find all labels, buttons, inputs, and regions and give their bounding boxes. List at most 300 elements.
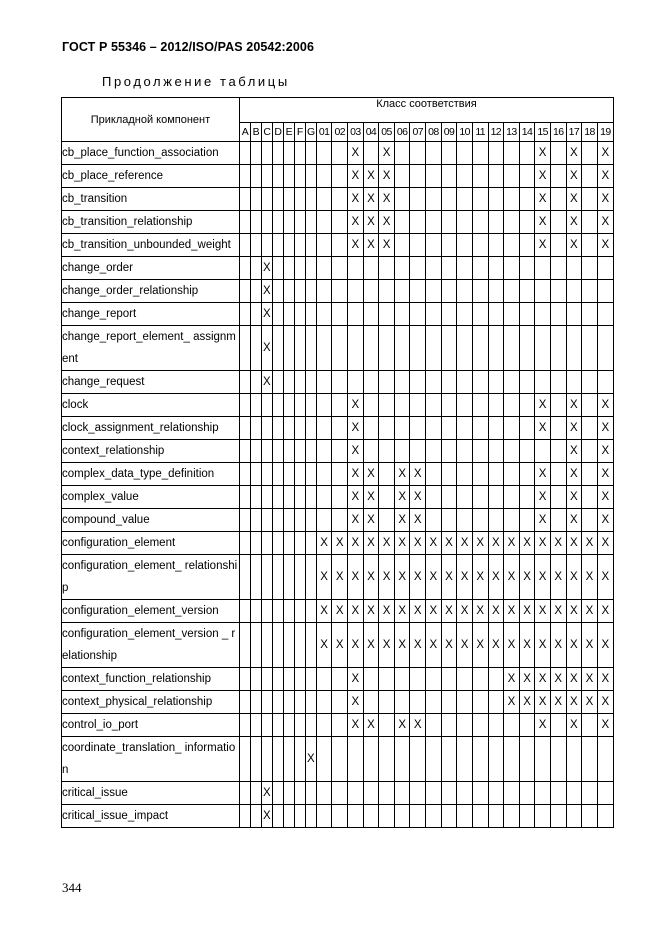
class-mark-cell: [394, 371, 410, 394]
class-mark-cell: [305, 440, 316, 463]
class-mark-cell: [488, 188, 504, 211]
component-name-cell: clock: [62, 394, 240, 417]
class-code-header: A: [239, 123, 250, 142]
class-mark-cell: [504, 211, 520, 234]
class-mark-cell: [426, 805, 442, 828]
table-row: [62, 600, 614, 623]
class-mark-cell: [272, 211, 283, 234]
class-mark-cell: [250, 555, 261, 600]
class-mark-cell: [519, 509, 535, 532]
class-mark-cell: [272, 394, 283, 417]
class-mark-cell: [426, 714, 442, 737]
class-mark-cell: X: [441, 623, 457, 668]
class-mark-cell: X: [441, 532, 457, 555]
class-mark-cell: [535, 805, 551, 828]
class-mark-cell: [250, 805, 261, 828]
class-mark-cell: [294, 532, 305, 555]
class-mark-cell: [488, 142, 504, 165]
class-mark-cell: [305, 463, 316, 486]
class-mark-cell: [305, 532, 316, 555]
class-mark-cell: [472, 211, 488, 234]
class-mark-cell: [363, 371, 379, 394]
class-mark-cell: [348, 371, 364, 394]
class-mark-cell: [283, 600, 294, 623]
class-mark-cell: X: [597, 714, 613, 737]
class-mark-cell: [305, 234, 316, 257]
class-mark-cell: [488, 394, 504, 417]
class-mark-cell: [379, 417, 395, 440]
class-mark-cell: [566, 782, 582, 805]
component-name-cell: change_report_element_ assignment: [62, 326, 240, 371]
class-mark-cell: [316, 280, 332, 303]
class-mark-cell: [426, 486, 442, 509]
class-mark-cell: [294, 188, 305, 211]
class-mark-cell: [332, 737, 348, 782]
class-mark-cell: X: [535, 600, 551, 623]
class-mark-cell: X: [394, 714, 410, 737]
class-code-header: 11: [472, 123, 488, 142]
class-mark-cell: [472, 805, 488, 828]
class-mark-cell: [250, 463, 261, 486]
class-mark-cell: [316, 486, 332, 509]
class-mark-cell: [457, 142, 473, 165]
class-mark-cell: [316, 165, 332, 188]
class-mark-cell: [239, 234, 250, 257]
class-mark-cell: [582, 737, 598, 782]
class-mark-cell: [488, 463, 504, 486]
class-mark-cell: [441, 326, 457, 371]
class-mark-cell: [550, 782, 566, 805]
class-mark-cell: X: [332, 623, 348, 668]
class-mark-cell: X: [457, 532, 473, 555]
class-mark-cell: [379, 805, 395, 828]
class-mark-cell: [394, 737, 410, 782]
class-mark-cell: [504, 737, 520, 782]
class-mark-cell: X: [535, 234, 551, 257]
class-mark-cell: [457, 417, 473, 440]
class-mark-cell: [332, 509, 348, 532]
class-mark-cell: [394, 303, 410, 326]
class-code-header: 06: [394, 123, 410, 142]
class-mark-cell: [332, 326, 348, 371]
class-mark-cell: [305, 142, 316, 165]
class-mark-cell: [410, 417, 426, 440]
component-name-cell: complex_data_type_definition: [62, 463, 240, 486]
class-mark-cell: [441, 714, 457, 737]
class-mark-cell: [305, 805, 316, 828]
class-mark-cell: [348, 280, 364, 303]
class-mark-cell: [394, 691, 410, 714]
class-mark-cell: [332, 211, 348, 234]
class-mark-cell: [363, 782, 379, 805]
class-mark-cell: X: [348, 486, 364, 509]
class-mark-cell: [316, 668, 332, 691]
class-mark-cell: [283, 714, 294, 737]
class-mark-cell: [550, 417, 566, 440]
class-mark-cell: [261, 440, 272, 463]
class-mark-cell: [272, 142, 283, 165]
class-mark-cell: [294, 782, 305, 805]
class-mark-cell: X: [261, 782, 272, 805]
class-mark-cell: [550, 486, 566, 509]
class-mark-cell: X: [426, 600, 442, 623]
class-mark-cell: [294, 805, 305, 828]
class-mark-cell: [294, 303, 305, 326]
class-mark-cell: X: [363, 600, 379, 623]
class-mark-cell: X: [566, 555, 582, 600]
class-mark-cell: [332, 303, 348, 326]
class-mark-cell: [294, 463, 305, 486]
class-mark-cell: [250, 782, 261, 805]
class-mark-cell: X: [348, 440, 364, 463]
class-mark-cell: [272, 782, 283, 805]
class-mark-cell: [379, 303, 395, 326]
component-name-cell: change_request: [62, 371, 240, 394]
class-mark-cell: [582, 463, 598, 486]
class-mark-cell: [363, 668, 379, 691]
class-mark-cell: X: [597, 394, 613, 417]
class-mark-cell: [488, 234, 504, 257]
class-code-header: D: [272, 123, 283, 142]
class-mark-cell: [519, 257, 535, 280]
class-mark-cell: [294, 326, 305, 371]
class-mark-cell: [550, 509, 566, 532]
class-mark-cell: [363, 691, 379, 714]
class-mark-cell: [348, 782, 364, 805]
class-mark-cell: X: [316, 532, 332, 555]
class-mark-cell: [261, 714, 272, 737]
class-code-header: 19: [597, 123, 613, 142]
class-mark-cell: X: [348, 165, 364, 188]
class-mark-cell: [457, 805, 473, 828]
class-mark-cell: [426, 188, 442, 211]
class-mark-cell: [441, 165, 457, 188]
component-name-cell: control_io_port: [62, 714, 240, 737]
class-mark-cell: X: [316, 600, 332, 623]
class-mark-cell: X: [597, 623, 613, 668]
class-mark-cell: [272, 555, 283, 600]
class-mark-cell: [363, 394, 379, 417]
class-mark-cell: [410, 805, 426, 828]
class-mark-cell: [472, 188, 488, 211]
class-mark-cell: [488, 691, 504, 714]
class-mark-cell: [379, 668, 395, 691]
class-mark-cell: [379, 371, 395, 394]
class-mark-cell: [597, 280, 613, 303]
class-mark-cell: [426, 257, 442, 280]
class-mark-cell: X: [410, 623, 426, 668]
class-mark-cell: [272, 417, 283, 440]
class-mark-cell: [283, 782, 294, 805]
class-mark-cell: [410, 371, 426, 394]
class-mark-cell: [239, 142, 250, 165]
class-mark-cell: [239, 303, 250, 326]
table-row: [62, 188, 614, 211]
class-mark-cell: [472, 463, 488, 486]
class-mark-cell: [332, 714, 348, 737]
class-mark-cell: X: [535, 486, 551, 509]
class-mark-cell: [250, 165, 261, 188]
class-mark-cell: [441, 737, 457, 782]
class-mark-cell: [426, 371, 442, 394]
table-row: [62, 394, 614, 417]
class-mark-cell: [283, 532, 294, 555]
table-row: [62, 714, 614, 737]
class-mark-cell: [519, 211, 535, 234]
class-code-header: 14: [519, 123, 535, 142]
class-code-header: 15: [535, 123, 551, 142]
class-mark-cell: [250, 691, 261, 714]
class-mark-cell: [283, 326, 294, 371]
class-mark-cell: [272, 623, 283, 668]
class-mark-cell: X: [394, 555, 410, 600]
class-mark-cell: [332, 257, 348, 280]
class-mark-cell: X: [363, 555, 379, 600]
class-mark-cell: [504, 714, 520, 737]
class-mark-cell: [410, 211, 426, 234]
class-mark-cell: X: [348, 714, 364, 737]
class-mark-cell: [294, 486, 305, 509]
class-mark-cell: [394, 165, 410, 188]
class-mark-cell: [582, 234, 598, 257]
class-mark-cell: [261, 142, 272, 165]
class-mark-cell: [394, 234, 410, 257]
class-mark-cell: X: [410, 555, 426, 600]
class-mark-cell: [535, 303, 551, 326]
class-mark-cell: [582, 326, 598, 371]
table-body: [62, 142, 614, 828]
class-mark-cell: [426, 737, 442, 782]
class-mark-cell: [283, 737, 294, 782]
class-mark-cell: [332, 691, 348, 714]
table-row: [62, 463, 614, 486]
class-mark-cell: [250, 303, 261, 326]
class-mark-cell: X: [566, 623, 582, 668]
class-mark-cell: [250, 417, 261, 440]
class-mark-cell: [394, 326, 410, 371]
class-mark-cell: [283, 623, 294, 668]
class-mark-cell: [379, 509, 395, 532]
class-mark-cell: [457, 234, 473, 257]
class-mark-cell: [283, 234, 294, 257]
class-mark-cell: X: [597, 417, 613, 440]
class-mark-cell: [597, 326, 613, 371]
class-mark-cell: [457, 486, 473, 509]
class-mark-cell: [332, 234, 348, 257]
class-mark-cell: [294, 714, 305, 737]
class-mark-cell: X: [379, 211, 395, 234]
class-mark-cell: [316, 257, 332, 280]
class-mark-cell: [550, 440, 566, 463]
component-name-cell: context_physical_relationship: [62, 691, 240, 714]
class-mark-cell: [426, 509, 442, 532]
class-mark-cell: [550, 280, 566, 303]
class-mark-cell: X: [535, 714, 551, 737]
class-mark-cell: [426, 234, 442, 257]
class-mark-cell: X: [597, 463, 613, 486]
class-mark-cell: [283, 280, 294, 303]
class-mark-cell: X: [316, 555, 332, 600]
class-mark-cell: [305, 257, 316, 280]
class-mark-cell: X: [504, 623, 520, 668]
class-mark-cell: X: [597, 142, 613, 165]
class-mark-cell: [283, 303, 294, 326]
table-row: [62, 234, 614, 257]
class-mark-cell: [239, 165, 250, 188]
class-mark-cell: [550, 737, 566, 782]
class-mark-cell: [261, 463, 272, 486]
table-row: [62, 417, 614, 440]
class-mark-cell: X: [597, 691, 613, 714]
class-mark-cell: [272, 668, 283, 691]
table-row: [62, 165, 614, 188]
class-mark-cell: [239, 371, 250, 394]
component-name-cell: change_order_relationship: [62, 280, 240, 303]
class-mark-cell: [504, 303, 520, 326]
class-mark-cell: [550, 211, 566, 234]
class-mark-cell: X: [379, 165, 395, 188]
table-row: [62, 555, 614, 600]
component-name-cell: cb_place_reference: [62, 165, 240, 188]
class-mark-cell: [519, 188, 535, 211]
class-mark-cell: X: [550, 532, 566, 555]
class-mark-cell: [272, 257, 283, 280]
class-mark-cell: X: [566, 714, 582, 737]
class-mark-cell: [504, 394, 520, 417]
class-mark-cell: [550, 371, 566, 394]
class-mark-cell: [363, 257, 379, 280]
class-mark-cell: [239, 257, 250, 280]
class-mark-cell: [305, 280, 316, 303]
class-mark-cell: [316, 142, 332, 165]
class-mark-cell: X: [394, 600, 410, 623]
class-mark-cell: [519, 486, 535, 509]
class-mark-cell: [294, 600, 305, 623]
class-mark-cell: X: [261, 805, 272, 828]
class-mark-cell: [239, 326, 250, 371]
class-mark-cell: [250, 623, 261, 668]
class-mark-cell: X: [332, 532, 348, 555]
class-mark-cell: [379, 737, 395, 782]
class-mark-cell: [316, 737, 332, 782]
class-mark-cell: [426, 303, 442, 326]
class-mark-cell: [250, 371, 261, 394]
class-mark-cell: [272, 737, 283, 782]
class-mark-cell: [504, 509, 520, 532]
class-mark-cell: X: [519, 668, 535, 691]
class-mark-cell: [457, 303, 473, 326]
class-mark-cell: [316, 691, 332, 714]
class-mark-cell: X: [379, 188, 395, 211]
class-mark-cell: [239, 394, 250, 417]
class-mark-cell: [457, 509, 473, 532]
class-mark-cell: [379, 486, 395, 509]
class-mark-cell: [410, 165, 426, 188]
class-mark-cell: X: [363, 714, 379, 737]
class-mark-cell: [272, 326, 283, 371]
class-mark-cell: [410, 668, 426, 691]
class-mark-cell: [272, 509, 283, 532]
class-mark-cell: [472, 691, 488, 714]
class-mark-cell: [566, 371, 582, 394]
class-mark-cell: [294, 142, 305, 165]
class-mark-cell: X: [550, 668, 566, 691]
class-mark-cell: X: [472, 623, 488, 668]
class-mark-cell: X: [597, 509, 613, 532]
class-mark-cell: [550, 463, 566, 486]
class-column-header: Класс соответствия: [239, 98, 613, 123]
class-mark-cell: [332, 371, 348, 394]
class-mark-cell: [441, 691, 457, 714]
class-code-header: 02: [332, 123, 348, 142]
class-mark-cell: [283, 165, 294, 188]
class-mark-cell: [261, 165, 272, 188]
class-mark-cell: X: [582, 532, 598, 555]
class-mark-cell: X: [426, 623, 442, 668]
class-mark-cell: [550, 188, 566, 211]
class-mark-cell: [239, 714, 250, 737]
class-mark-cell: [566, 280, 582, 303]
class-mark-cell: X: [535, 211, 551, 234]
component-name-cell: cb_transition_relationship: [62, 211, 240, 234]
class-mark-cell: [316, 394, 332, 417]
class-mark-cell: [550, 326, 566, 371]
class-mark-cell: [410, 737, 426, 782]
class-mark-cell: X: [261, 303, 272, 326]
class-mark-cell: [250, 509, 261, 532]
component-name-cell: cb_transition: [62, 188, 240, 211]
class-mark-cell: X: [566, 417, 582, 440]
class-mark-cell: [457, 188, 473, 211]
class-mark-cell: [294, 509, 305, 532]
class-mark-cell: [332, 165, 348, 188]
class-mark-cell: [332, 188, 348, 211]
class-mark-cell: [426, 417, 442, 440]
class-mark-cell: [316, 326, 332, 371]
class-mark-cell: X: [410, 532, 426, 555]
class-mark-cell: [582, 440, 598, 463]
class-mark-cell: [316, 714, 332, 737]
class-mark-cell: X: [394, 509, 410, 532]
class-mark-cell: X: [504, 532, 520, 555]
class-mark-cell: X: [363, 165, 379, 188]
class-mark-cell: X: [410, 714, 426, 737]
class-mark-cell: [294, 165, 305, 188]
class-mark-cell: X: [363, 188, 379, 211]
class-mark-cell: [394, 211, 410, 234]
class-mark-cell: [441, 463, 457, 486]
class-mark-cell: [566, 326, 582, 371]
class-mark-cell: [272, 440, 283, 463]
class-mark-cell: [582, 211, 598, 234]
class-mark-cell: [283, 371, 294, 394]
class-mark-cell: [239, 280, 250, 303]
class-mark-cell: [250, 714, 261, 737]
class-mark-cell: [582, 371, 598, 394]
class-mark-cell: [305, 188, 316, 211]
class-mark-cell: [394, 805, 410, 828]
class-mark-cell: [250, 532, 261, 555]
class-mark-cell: X: [504, 691, 520, 714]
class-mark-cell: [261, 555, 272, 600]
class-mark-cell: [394, 782, 410, 805]
class-mark-cell: [441, 782, 457, 805]
class-mark-cell: [504, 805, 520, 828]
class-mark-cell: X: [597, 234, 613, 257]
page-number: 344: [62, 880, 82, 895]
component-name-cell: critical_issue_impact: [62, 805, 240, 828]
class-mark-cell: X: [488, 600, 504, 623]
